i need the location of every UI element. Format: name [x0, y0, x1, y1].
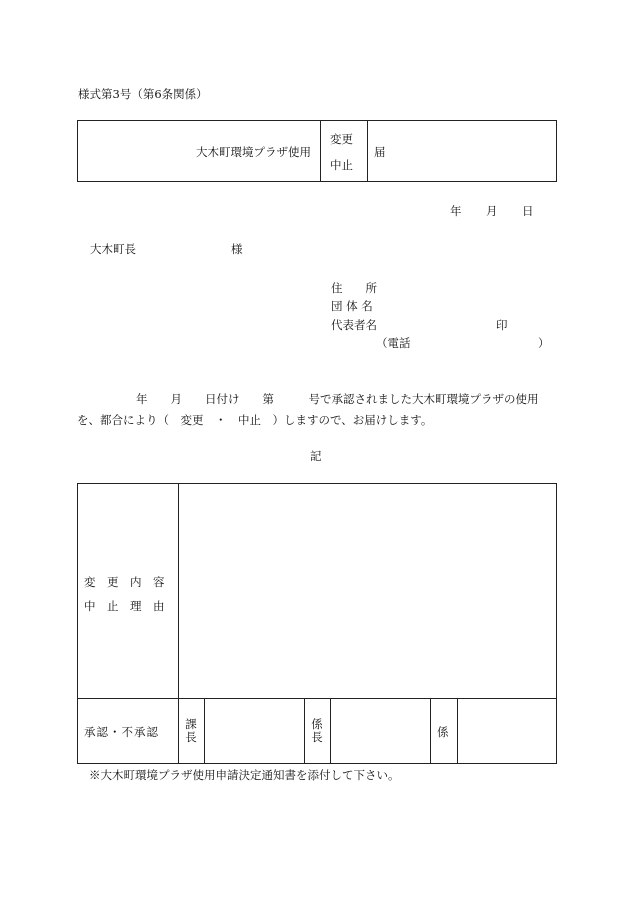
date-day: 日	[522, 204, 534, 218]
date-month: 月	[486, 204, 498, 218]
details-entry-area	[179, 490, 555, 695]
table-divider-kakari-right	[457, 698, 458, 764]
change-content-label: 変 更 内 容	[84, 575, 165, 589]
kacho-label: 課長	[185, 717, 197, 744]
title-option-change: 変更	[330, 132, 353, 146]
date-year: 年	[450, 204, 462, 218]
seal-mark: 印	[496, 318, 508, 332]
address-label: 住 所	[331, 281, 377, 295]
title-divider-1	[320, 120, 321, 182]
table-divider-kakari-left	[430, 698, 431, 764]
approval-label: 承認・不承認	[84, 725, 159, 739]
title-text: 大木町環境プラザ使用	[196, 145, 311, 159]
kakari-label: 係	[437, 725, 449, 739]
addressee-name: 大木町長	[90, 242, 136, 256]
title-option-cancel: 中止	[330, 158, 353, 172]
cancel-reason-label: 中 止 理 由	[84, 599, 165, 613]
table-row-divider	[77, 698, 557, 699]
title-suffix: 届	[374, 145, 386, 159]
addressee-honorific: 様	[231, 242, 243, 256]
phone-close: ）	[538, 336, 550, 350]
body-line-1: 年 月 日付け 第 号で承認されました大木町環境プラザの使用	[136, 392, 539, 406]
table-divider-kacho	[204, 698, 205, 764]
footnote: ※大木町環境プラザ使用申請決定通知書を添付して下さい。	[89, 768, 400, 782]
body-line-2: を、都合により（ 変更 ・ 中止 ）しますので、お届けします。	[77, 413, 433, 427]
title-divider-2	[367, 120, 368, 182]
table-divider-kakaricho-right	[330, 698, 331, 764]
phone-open: （電話	[376, 336, 411, 350]
group-label: 団 体 名	[331, 299, 373, 313]
form-label: 様式第3号（第6条関係）	[78, 87, 208, 101]
note-heading: 記	[310, 449, 322, 463]
representative-label: 代表者名	[331, 318, 377, 332]
table-divider-kakaricho-left	[304, 698, 305, 764]
kakaricho-label: 係長	[311, 717, 323, 744]
title-box	[77, 120, 557, 182]
